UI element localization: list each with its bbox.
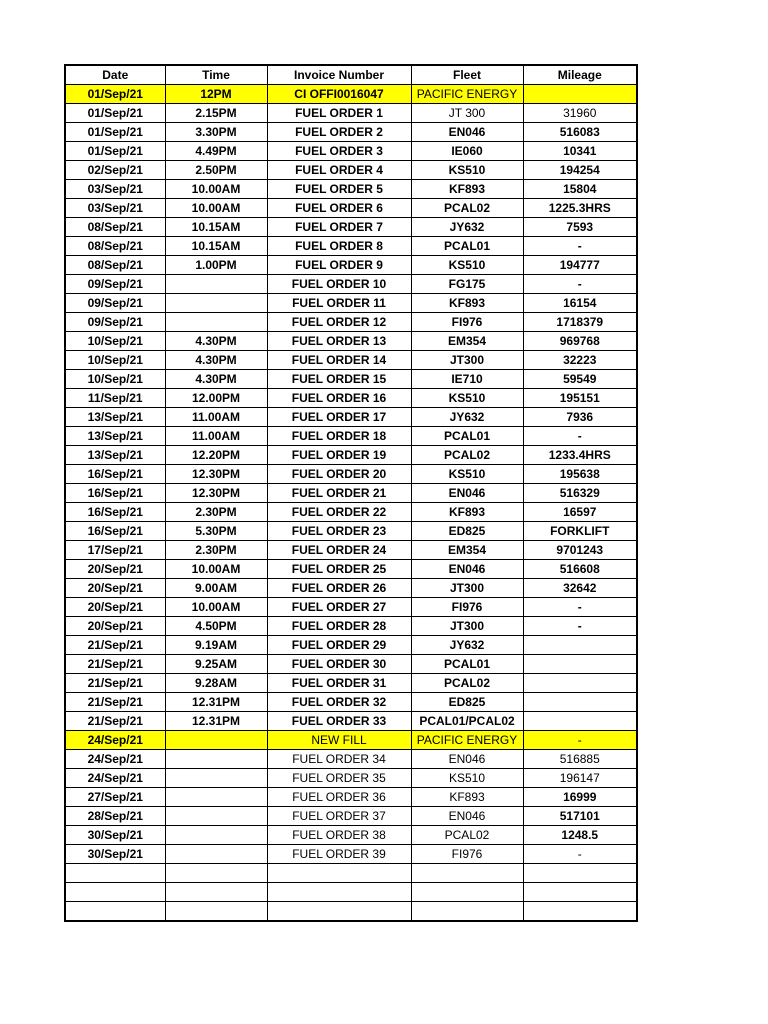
fleet-cell: EN046: [411, 560, 523, 579]
date-cell: 24/Sep/21: [65, 731, 165, 750]
table-row: [65, 731, 637, 750]
table-row: [65, 636, 637, 655]
invoice-number-cell: NEW FILL: [267, 731, 411, 750]
invoice-number-cell: FUEL ORDER 25: [267, 560, 411, 579]
date-cell: 10/Sep/21: [65, 351, 165, 370]
mileage-cell: [523, 883, 637, 902]
invoice-number-cell: FUEL ORDER 3: [267, 142, 411, 161]
mileage-cell: FORKLIFT: [523, 522, 637, 541]
fleet-cell: KF893: [411, 503, 523, 522]
fleet-cell: FI976: [411, 313, 523, 332]
invoice-number-cell: FUEL ORDER 10: [267, 275, 411, 294]
table-row: [65, 655, 637, 674]
table-row: [65, 446, 637, 465]
fleet-cell: IE060: [411, 142, 523, 161]
table-row: [65, 275, 637, 294]
invoice-number-cell: FUEL ORDER 32: [267, 693, 411, 712]
mileage-cell: 516329: [523, 484, 637, 503]
time-cell: 4.30PM: [165, 351, 267, 370]
fleet-cell: EN046: [411, 123, 523, 142]
table-row: [65, 427, 637, 446]
date-cell: 01/Sep/21: [65, 123, 165, 142]
table-row: [65, 712, 637, 731]
fleet-cell: KS510: [411, 256, 523, 275]
mileage-cell: 9701243: [523, 541, 637, 560]
invoice-number-cell: FUEL ORDER 8: [267, 237, 411, 256]
table-row: [65, 788, 637, 807]
mileage-cell: -: [523, 731, 637, 750]
time-cell: 4.30PM: [165, 370, 267, 389]
mileage-cell: [523, 655, 637, 674]
time-cell: 10.00AM: [165, 598, 267, 617]
table-row: [65, 541, 637, 560]
mileage-cell: -: [523, 237, 637, 256]
date-cell: 20/Sep/21: [65, 579, 165, 598]
mileage-cell: 31960: [523, 104, 637, 123]
mileage-cell: 517101: [523, 807, 637, 826]
invoice-number-cell: FUEL ORDER 16: [267, 389, 411, 408]
date-cell: 16/Sep/21: [65, 522, 165, 541]
mileage-cell: [523, 85, 637, 104]
invoice-number-cell: FUEL ORDER 15: [267, 370, 411, 389]
fleet-cell: FI976: [411, 845, 523, 864]
date-cell: 20/Sep/21: [65, 617, 165, 636]
table-row: [65, 351, 637, 370]
time-cell: 1.00PM: [165, 256, 267, 275]
fleet-cell: PCAL02: [411, 826, 523, 845]
invoice-number-cell: FUEL ORDER 39: [267, 845, 411, 864]
date-cell: 27/Sep/21: [65, 788, 165, 807]
table-row: [65, 845, 637, 864]
fleet-cell: ED825: [411, 693, 523, 712]
mileage-cell: -: [523, 845, 637, 864]
table-row: [65, 465, 637, 484]
fuel-log-table: [64, 64, 638, 922]
invoice-number-cell: FUEL ORDER 18: [267, 427, 411, 446]
mileage-cell: 516608: [523, 560, 637, 579]
date-cell: 03/Sep/21: [65, 180, 165, 199]
fleet-cell: KS510: [411, 769, 523, 788]
header-time: Time: [165, 65, 267, 85]
fleet-cell: IE710: [411, 370, 523, 389]
time-cell: 4.30PM: [165, 332, 267, 351]
table-row: [65, 560, 637, 579]
date-cell: 21/Sep/21: [65, 693, 165, 712]
date-cell: 01/Sep/21: [65, 85, 165, 104]
fleet-cell: KS510: [411, 161, 523, 180]
invoice-number-cell: FUEL ORDER 31: [267, 674, 411, 693]
invoice-number-cell: FUEL ORDER 4: [267, 161, 411, 180]
date-cell: 16/Sep/21: [65, 484, 165, 503]
mileage-cell: [523, 693, 637, 712]
header-date: Date: [65, 65, 165, 85]
fleet-cell: [411, 902, 523, 922]
table-row: [65, 674, 637, 693]
mileage-cell: 195151: [523, 389, 637, 408]
fleet-cell: KS510: [411, 389, 523, 408]
table-row: [65, 579, 637, 598]
fleet-cell: KF893: [411, 788, 523, 807]
time-cell: 12PM: [165, 85, 267, 104]
fleet-cell: KF893: [411, 180, 523, 199]
invoice-number-cell: FUEL ORDER 17: [267, 408, 411, 427]
table-row: [65, 332, 637, 351]
fleet-cell: JT300: [411, 617, 523, 636]
time-cell: 10.00AM: [165, 199, 267, 218]
invoice-number-cell: FUEL ORDER 12: [267, 313, 411, 332]
fleet-cell: EN046: [411, 484, 523, 503]
table-row: [65, 598, 637, 617]
date-cell: 30/Sep/21: [65, 845, 165, 864]
mileage-cell: [523, 674, 637, 693]
table-row: [65, 484, 637, 503]
table-row: [65, 522, 637, 541]
fleet-cell: ED825: [411, 522, 523, 541]
date-cell: 21/Sep/21: [65, 712, 165, 731]
date-cell: 21/Sep/21: [65, 636, 165, 655]
time-cell: 4.50PM: [165, 617, 267, 636]
table-row: [65, 370, 637, 389]
time-cell: [165, 826, 267, 845]
invoice-number-cell: FUEL ORDER 2: [267, 123, 411, 142]
table-row: [65, 883, 637, 902]
time-cell: 2.15PM: [165, 104, 267, 123]
fleet-cell: EN046: [411, 750, 523, 769]
date-cell: 02/Sep/21: [65, 161, 165, 180]
date-cell: 08/Sep/21: [65, 237, 165, 256]
fleet-cell: EN046: [411, 807, 523, 826]
invoice-number-cell: FUEL ORDER 29: [267, 636, 411, 655]
date-cell: 13/Sep/21: [65, 446, 165, 465]
invoice-number-cell: FUEL ORDER 14: [267, 351, 411, 370]
date-cell: 09/Sep/21: [65, 294, 165, 313]
time-cell: 10.15AM: [165, 218, 267, 237]
invoice-number-cell: FUEL ORDER 20: [267, 465, 411, 484]
fleet-cell: PACIFIC ENERGY: [411, 731, 523, 750]
mileage-cell: 516885: [523, 750, 637, 769]
fleet-cell: PCAL02: [411, 674, 523, 693]
date-cell: 03/Sep/21: [65, 199, 165, 218]
invoice-number-cell: FUEL ORDER 22: [267, 503, 411, 522]
mileage-cell: 1233.4HRS: [523, 446, 637, 465]
invoice-number-cell: FUEL ORDER 30: [267, 655, 411, 674]
invoice-number-cell: FUEL ORDER 9: [267, 256, 411, 275]
mileage-cell: -: [523, 427, 637, 446]
date-cell: 08/Sep/21: [65, 256, 165, 275]
time-cell: 2.30PM: [165, 541, 267, 560]
fleet-cell: FI976: [411, 598, 523, 617]
time-cell: 11.00AM: [165, 408, 267, 427]
table-row: [65, 142, 637, 161]
fleet-cell: JY632: [411, 636, 523, 655]
mileage-cell: 195638: [523, 465, 637, 484]
header-fleet: Fleet: [411, 65, 523, 85]
time-cell: 9.19AM: [165, 636, 267, 655]
mileage-cell: 516083: [523, 123, 637, 142]
table-row: [65, 218, 637, 237]
time-cell: [165, 731, 267, 750]
table-row: [65, 256, 637, 275]
time-cell: [165, 864, 267, 883]
time-cell: [165, 294, 267, 313]
date-cell: 11/Sep/21: [65, 389, 165, 408]
mileage-cell: 10341: [523, 142, 637, 161]
invoice-number-cell: FUEL ORDER 33: [267, 712, 411, 731]
mileage-cell: 15804: [523, 180, 637, 199]
time-cell: 12.00PM: [165, 389, 267, 408]
mileage-cell: [523, 864, 637, 883]
table-row: [65, 750, 637, 769]
time-cell: [165, 807, 267, 826]
date-cell: 21/Sep/21: [65, 674, 165, 693]
mileage-cell: 32642: [523, 579, 637, 598]
mileage-cell: [523, 712, 637, 731]
time-cell: 9.25AM: [165, 655, 267, 674]
table-row: [65, 85, 637, 104]
invoice-number-cell: FUEL ORDER 1: [267, 104, 411, 123]
table-row: [65, 313, 637, 332]
mileage-cell: -: [523, 617, 637, 636]
invoice-number-cell: FUEL ORDER 11: [267, 294, 411, 313]
mileage-cell: 196147: [523, 769, 637, 788]
date-cell: 16/Sep/21: [65, 465, 165, 484]
fleet-cell: JY632: [411, 408, 523, 427]
table-row: [65, 104, 637, 123]
date-cell: 28/Sep/21: [65, 807, 165, 826]
date-cell: 17/Sep/21: [65, 541, 165, 560]
date-cell: 13/Sep/21: [65, 427, 165, 446]
date-cell: 30/Sep/21: [65, 826, 165, 845]
fleet-cell: EM354: [411, 332, 523, 351]
time-cell: 12.30PM: [165, 484, 267, 503]
fleet-cell: PACIFIC ENERGY: [411, 85, 523, 104]
date-cell: 01/Sep/21: [65, 142, 165, 161]
date-cell: [65, 864, 165, 883]
date-cell: 24/Sep/21: [65, 750, 165, 769]
time-cell: 3.30PM: [165, 123, 267, 142]
fleet-cell: KS510: [411, 465, 523, 484]
mileage-cell: 16999: [523, 788, 637, 807]
invoice-number-cell: FUEL ORDER 35: [267, 769, 411, 788]
time-cell: 10.00AM: [165, 560, 267, 579]
time-cell: 4.49PM: [165, 142, 267, 161]
time-cell: 5.30PM: [165, 522, 267, 541]
invoice-number-cell: FUEL ORDER 13: [267, 332, 411, 351]
mileage-cell: 1225.3HRS: [523, 199, 637, 218]
time-cell: 10.15AM: [165, 237, 267, 256]
table-row: [65, 826, 637, 845]
mileage-cell: 194777: [523, 256, 637, 275]
date-cell: 24/Sep/21: [65, 769, 165, 788]
header-invoice-number: Invoice Number: [267, 65, 411, 85]
table-row: [65, 769, 637, 788]
invoice-number-cell: FUEL ORDER 36: [267, 788, 411, 807]
invoice-number-cell: FUEL ORDER 38: [267, 826, 411, 845]
fleet-cell: [411, 883, 523, 902]
time-cell: 2.30PM: [165, 503, 267, 522]
date-cell: 09/Sep/21: [65, 313, 165, 332]
header-mileage: Mileage: [523, 65, 637, 85]
mileage-cell: 194254: [523, 161, 637, 180]
mileage-cell: 1718379: [523, 313, 637, 332]
date-cell: [65, 883, 165, 902]
invoice-number-cell: FUEL ORDER 26: [267, 579, 411, 598]
time-cell: [165, 788, 267, 807]
time-cell: [165, 769, 267, 788]
mileage-cell: 969768: [523, 332, 637, 351]
fleet-cell: PCAL02: [411, 446, 523, 465]
fleet-cell: [411, 864, 523, 883]
date-cell: 21/Sep/21: [65, 655, 165, 674]
table-body: [65, 85, 637, 922]
fleet-cell: JY632: [411, 218, 523, 237]
mileage-cell: [523, 636, 637, 655]
invoice-number-cell: FUEL ORDER 5: [267, 180, 411, 199]
mileage-cell: 7593: [523, 218, 637, 237]
table-row: [65, 617, 637, 636]
fleet-cell: PCAL02: [411, 199, 523, 218]
date-cell: 13/Sep/21: [65, 408, 165, 427]
time-cell: 12.30PM: [165, 465, 267, 484]
table-row: [65, 180, 637, 199]
invoice-number-cell: FUEL ORDER 21: [267, 484, 411, 503]
date-cell: 20/Sep/21: [65, 598, 165, 617]
invoice-number-cell: [267, 864, 411, 883]
invoice-number-cell: FUEL ORDER 28: [267, 617, 411, 636]
table-row: [65, 807, 637, 826]
time-cell: 11.00AM: [165, 427, 267, 446]
fleet-cell: FG175: [411, 275, 523, 294]
invoice-number-cell: CI OFFI0016047: [267, 85, 411, 104]
date-cell: 01/Sep/21: [65, 104, 165, 123]
mileage-cell: [523, 902, 637, 922]
invoice-number-cell: FUEL ORDER 7: [267, 218, 411, 237]
table-row: [65, 408, 637, 427]
mileage-cell: 7936: [523, 408, 637, 427]
date-cell: [65, 902, 165, 922]
table-header: [65, 65, 637, 85]
time-cell: [165, 883, 267, 902]
date-cell: 09/Sep/21: [65, 275, 165, 294]
mileage-cell: 16597: [523, 503, 637, 522]
table-row: [65, 294, 637, 313]
invoice-number-cell: FUEL ORDER 27: [267, 598, 411, 617]
table-row: [65, 864, 637, 883]
table-row: [65, 237, 637, 256]
time-cell: 12.31PM: [165, 712, 267, 731]
time-cell: [165, 275, 267, 294]
invoice-number-cell: [267, 883, 411, 902]
invoice-number-cell: FUEL ORDER 34: [267, 750, 411, 769]
invoice-number-cell: FUEL ORDER 19: [267, 446, 411, 465]
fleet-cell: KF893: [411, 294, 523, 313]
time-cell: [165, 750, 267, 769]
fleet-cell: JT300: [411, 579, 523, 598]
time-cell: 9.00AM: [165, 579, 267, 598]
mileage-cell: 1248.5: [523, 826, 637, 845]
invoice-number-cell: FUEL ORDER 6: [267, 199, 411, 218]
fleet-cell: PCAL01: [411, 655, 523, 674]
invoice-number-cell: FUEL ORDER 24: [267, 541, 411, 560]
fleet-cell: EM354: [411, 541, 523, 560]
fleet-cell: PCAL01: [411, 427, 523, 446]
time-cell: 2.50PM: [165, 161, 267, 180]
mileage-cell: 59549: [523, 370, 637, 389]
table-row: [65, 199, 637, 218]
table-row: [65, 389, 637, 408]
invoice-number-cell: FUEL ORDER 23: [267, 522, 411, 541]
table-row: [65, 161, 637, 180]
date-cell: 10/Sep/21: [65, 332, 165, 351]
table-row: [65, 693, 637, 712]
header-row: [65, 65, 637, 85]
date-cell: 20/Sep/21: [65, 560, 165, 579]
fleet-cell: JT 300: [411, 104, 523, 123]
time-cell: [165, 902, 267, 922]
mileage-cell: -: [523, 598, 637, 617]
table-row: [65, 902, 637, 922]
time-cell: 12.20PM: [165, 446, 267, 465]
date-cell: 08/Sep/21: [65, 218, 165, 237]
invoice-number-cell: FUEL ORDER 37: [267, 807, 411, 826]
time-cell: 12.31PM: [165, 693, 267, 712]
date-cell: 16/Sep/21: [65, 503, 165, 522]
mileage-cell: 16154: [523, 294, 637, 313]
mileage-cell: -: [523, 275, 637, 294]
fleet-cell: PCAL01: [411, 237, 523, 256]
date-cell: 10/Sep/21: [65, 370, 165, 389]
table-row: [65, 503, 637, 522]
invoice-number-cell: [267, 902, 411, 922]
fleet-cell: PCAL01/PCAL02: [411, 712, 523, 731]
fleet-cell: JT300: [411, 351, 523, 370]
time-cell: 10.00AM: [165, 180, 267, 199]
mileage-cell: 32223: [523, 351, 637, 370]
table-row: [65, 123, 637, 142]
time-cell: [165, 845, 267, 864]
time-cell: 9.28AM: [165, 674, 267, 693]
time-cell: [165, 313, 267, 332]
